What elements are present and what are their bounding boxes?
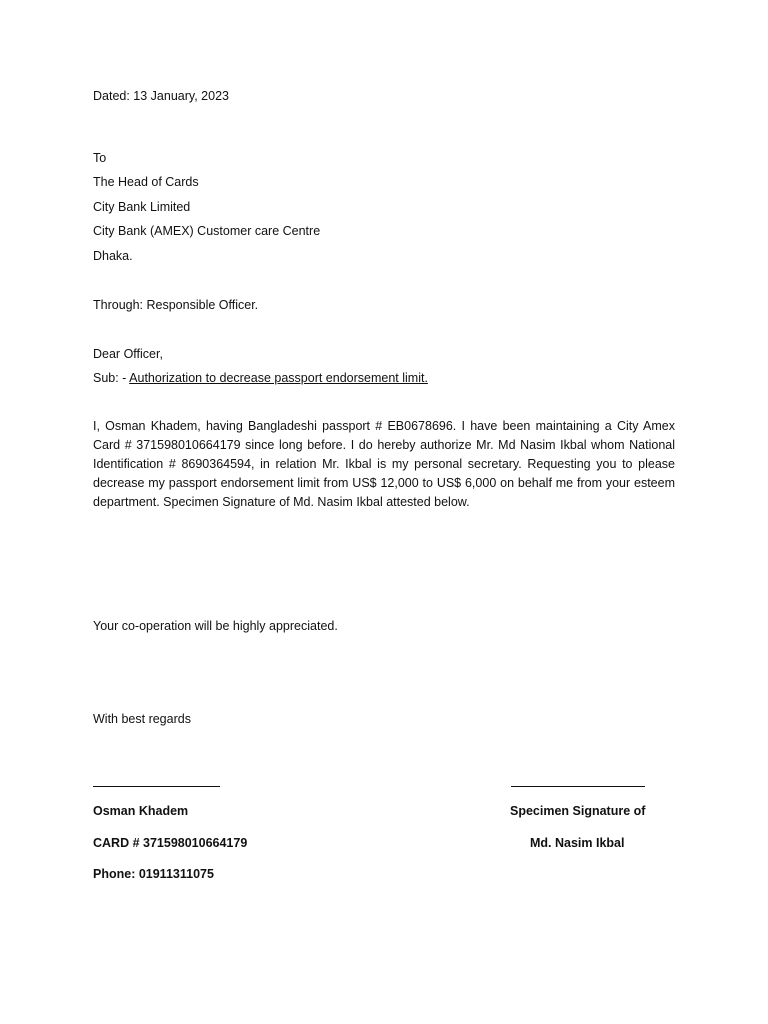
recipient-line-4: Dhaka. (93, 249, 133, 263)
recipient-line-3: City Bank (AMEX) Customer care Centre (93, 224, 321, 238)
subject-prefix: Sub: - (93, 371, 127, 385)
salutation: Dear Officer, (93, 347, 163, 361)
subject-text: Authorization to decrease passport endorsement limit. (129, 371, 428, 385)
through-line: Through: Responsible Officer. (93, 298, 259, 312)
sender-signature-line (93, 786, 220, 787)
recipient-to: To (93, 151, 107, 165)
cooperation-line: Your co-operation will be highly appreciated. (93, 619, 338, 633)
recipient-line-2: City Bank Limited (93, 200, 191, 214)
sender-card: CARD # 371598010664179 (93, 836, 248, 850)
specimen-name: Md. Nasim Ikbal (530, 836, 625, 850)
subject-line (93, 370, 428, 386)
body-paragraph: I, Osman Khadem, having Bangladeshi passport # EB0678696. I have been maintaining a City Amex Card # 371598010664179 since long before. I do hereby authorize Mr. Md Nasim Ikbal whom National Identification # 8690364594, in relation Mr. Ikbal is my personal secretary. Requesting you to please decrease my passport endorsement limit from US$ 12,000 to US$ 6,000 on behalf me from your esteem department. Specimen Signature of Md. Nasim Ikbal attested below. (93, 419, 675, 509)
sender-phone: Phone: 01911311075 (93, 867, 214, 881)
specimen-signature-line (511, 786, 645, 787)
closing-line: With best regards (93, 712, 191, 726)
sender-name: Osman Khadem (93, 804, 189, 818)
specimen-label: Specimen Signature of (510, 804, 646, 818)
recipient-line-1: The Head of Cards (93, 175, 199, 189)
date-line: Dated: 13 January, 2023 (93, 89, 229, 103)
